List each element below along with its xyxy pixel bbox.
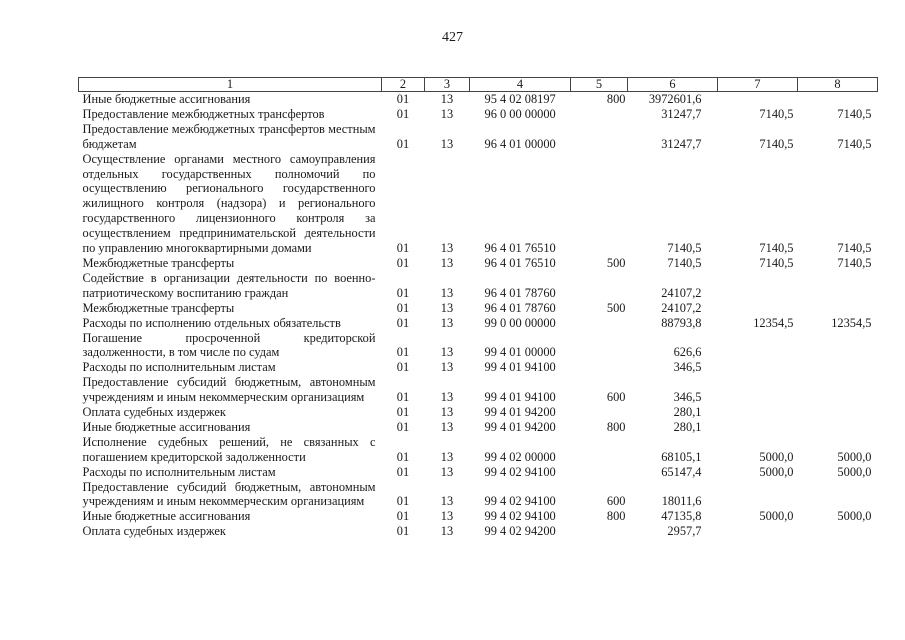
row-name: Межбюджетные трансферты	[82, 300, 235, 315]
amount-col-8	[798, 405, 878, 420]
expense-type-code	[571, 271, 628, 301]
amount-col-7: 5000,0	[759, 509, 794, 524]
amount-col-7	[718, 301, 798, 316]
subsection-code: 13	[440, 405, 454, 420]
amount-col-8	[798, 360, 878, 375]
page-number: 427	[442, 30, 463, 45]
amount-col-6: 7140,5	[667, 241, 702, 256]
row-name: Оплата судебных издержек	[82, 405, 226, 420]
row-name: Расходы по исполнительным листам	[82, 360, 276, 375]
table-row	[79, 301, 878, 316]
amount-col-8	[798, 271, 878, 301]
expense-type-code	[571, 360, 628, 375]
amount-col-8: 5000,0	[837, 449, 872, 464]
subsection-code: 13	[440, 136, 454, 151]
expense-type-code: 800	[606, 419, 626, 434]
row-name: Расходы по исполнению отдельных обязательств	[82, 315, 341, 330]
subsection-code: 13	[440, 419, 454, 434]
table-row	[79, 316, 878, 331]
row-name: Предоставление субсидий бюджетным, автономным учреждениям и иным некоммерческим организациям	[82, 375, 376, 405]
target-article-code: 99 4 01 94100	[484, 360, 556, 375]
table-row	[79, 331, 878, 361]
row-name: Осуществление органами местного самоуправления отдельных государственных полномочий по осуществлению регионального государственного жилищного контроля (надзора) и регионального государственного лицензионного контроля за осуществлением предпринимательской деятельности по управлению многоквартирными домами	[82, 151, 376, 256]
expense-type-code: 500	[606, 300, 626, 315]
amount-col-7: 7140,5	[759, 106, 794, 121]
table-row	[79, 405, 878, 420]
expense-type-code: 800	[606, 92, 626, 106]
row-name: Погашение просроченной кредиторской задолженности, в том числе по судам	[82, 330, 376, 360]
amount-col-7: 7140,5	[759, 136, 794, 151]
amount-col-7	[718, 405, 798, 420]
row-name: Иные бюджетные ассигнования	[82, 419, 251, 434]
section-code: 01	[396, 360, 410, 375]
section-code: 01	[396, 136, 410, 151]
section-code: 01	[396, 524, 410, 539]
amount-col-8: 7140,5	[837, 255, 872, 270]
table-row	[79, 360, 878, 375]
amount-col-7	[718, 92, 798, 107]
expense-type-code	[571, 122, 628, 152]
target-article-code: 99 0 00 00000	[484, 315, 556, 330]
subsection-code: 13	[440, 345, 454, 360]
expense-type-code: 800	[606, 509, 626, 524]
expense-type-code	[571, 524, 628, 539]
subsection-code: 13	[440, 285, 454, 300]
amount-col-7: 12354,5	[753, 315, 794, 330]
header-col-6: 6	[628, 78, 718, 92]
target-article-code: 99 4 02 94100	[484, 509, 556, 524]
row-name: Содействие в организации деятельности по военно-патриотическому воспитанию граждан	[82, 270, 376, 300]
row-name: Иные бюджетные ассигнования	[82, 509, 251, 524]
row-name: Оплата судебных издержек	[82, 524, 226, 539]
table-row	[79, 509, 878, 524]
table-row	[79, 92, 878, 107]
target-article-code: 96 4 01 00000	[484, 136, 556, 151]
amount-col-6: 3972601,6	[648, 92, 702, 106]
amount-col-8: 7140,5	[837, 106, 872, 121]
section-code: 01	[396, 300, 410, 315]
header-col-1: 1	[79, 78, 382, 92]
amount-col-6: 2957,7	[667, 524, 702, 539]
amount-col-8: 5000,0	[837, 464, 872, 479]
subsection-code: 13	[440, 255, 454, 270]
table-row	[79, 122, 878, 152]
amount-col-7	[718, 331, 798, 361]
header-col-8: 8	[798, 78, 878, 92]
target-article-code: 96 0 00 00000	[484, 106, 556, 121]
amount-col-7	[718, 524, 798, 539]
table-row	[79, 256, 878, 271]
header-col-5: 5	[571, 78, 628, 92]
subsection-code: 13	[440, 360, 454, 375]
header-col-2: 2	[382, 78, 425, 92]
amount-col-7: 5000,0	[759, 464, 794, 479]
amount-col-6: 280,1	[673, 419, 702, 434]
target-article-code: 96 4 01 78760	[484, 300, 556, 315]
expense-type-code	[571, 152, 628, 256]
section-code: 01	[396, 106, 410, 121]
amount-col-8: 7140,5	[837, 136, 872, 151]
amount-col-7	[718, 375, 798, 405]
section-code: 01	[396, 494, 410, 509]
subsection-code: 13	[440, 494, 454, 509]
target-article-code: 99 4 01 00000	[484, 345, 556, 360]
amount-col-6: 18011,6	[661, 494, 702, 509]
amount-col-7	[718, 271, 798, 301]
target-article-code: 96 4 01 76510	[484, 255, 556, 270]
amount-col-7: 5000,0	[759, 449, 794, 464]
amount-col-8: 12354,5	[831, 315, 872, 330]
budget-table	[78, 77, 878, 539]
amount-col-8	[798, 331, 878, 361]
target-article-code: 99 4 01 94200	[484, 419, 556, 434]
amount-col-6: 346,5	[673, 360, 702, 375]
target-article-code: 96 4 01 76510	[484, 241, 556, 256]
row-name: Предоставление межбюджетных трансфертов местным бюджетам	[82, 121, 376, 151]
amount-col-6: 346,5	[673, 390, 702, 405]
amount-col-6: 24107,2	[661, 285, 702, 300]
table-row	[79, 524, 878, 539]
table-row	[79, 480, 878, 510]
amount-col-6: 7140,5	[667, 255, 702, 270]
amount-col-7: 7140,5	[759, 255, 794, 270]
section-code: 01	[396, 390, 410, 405]
expense-type-code	[571, 465, 628, 480]
expense-type-code: 500	[606, 255, 626, 270]
section-code: 01	[396, 405, 410, 420]
amount-col-8	[798, 420, 878, 435]
header-col-4: 4	[470, 78, 571, 92]
row-name: Иные бюджетные ассигнования	[82, 92, 251, 106]
amount-col-8	[798, 301, 878, 316]
expense-type-code	[571, 405, 628, 420]
header-col-7: 7	[718, 78, 798, 92]
amount-col-8	[798, 92, 878, 107]
target-article-code: 96 4 01 78760	[484, 285, 556, 300]
section-code: 01	[396, 419, 410, 434]
amount-col-7	[718, 360, 798, 375]
table-row	[79, 420, 878, 435]
row-name: Исполнение судебных решений, не связанных с погашением кредиторской задолженности	[82, 434, 376, 464]
amount-col-7: 7140,5	[759, 241, 794, 256]
header-col-3: 3	[425, 78, 470, 92]
table-row	[79, 271, 878, 301]
table-header-row	[79, 78, 878, 92]
amount-col-6: 280,1	[673, 405, 702, 420]
amount-col-8: 7140,5	[837, 241, 872, 256]
target-article-code: 99 4 01 94100	[484, 390, 556, 405]
amount-col-8	[798, 375, 878, 405]
amount-col-8: 5000,0	[837, 509, 872, 524]
subsection-code: 13	[440, 106, 454, 121]
section-code: 01	[396, 509, 410, 524]
amount-col-7	[718, 480, 798, 510]
row-name: Предоставление межбюджетных трансфертов	[82, 106, 325, 121]
target-article-code: 99 4 02 94100	[484, 464, 556, 479]
row-name: Расходы по исполнительным листам	[82, 464, 276, 479]
amount-col-6: 626,6	[673, 345, 702, 360]
subsection-code: 13	[440, 300, 454, 315]
table-row	[79, 375, 878, 405]
section-code: 01	[396, 241, 410, 256]
amount-col-8	[798, 480, 878, 510]
table-row	[79, 465, 878, 480]
subsection-code: 13	[440, 464, 454, 479]
section-code: 01	[396, 315, 410, 330]
expense-type-code	[571, 435, 628, 465]
expense-type-code: 600	[606, 390, 626, 405]
amount-col-6: 47135,8	[661, 509, 702, 524]
expense-type-code	[571, 331, 628, 361]
expense-type-code: 600	[606, 494, 626, 509]
amount-col-6: 68105,1	[661, 449, 702, 464]
subsection-code: 13	[440, 509, 454, 524]
target-article-code: 95 4 02 08197	[484, 92, 556, 106]
target-article-code: 99 4 01 94200	[484, 405, 556, 420]
section-code: 01	[396, 449, 410, 464]
expense-type-code	[571, 107, 628, 122]
row-name: Предоставление субсидий бюджетным, автономным учреждениям и иным некоммерческим организациям	[82, 479, 376, 509]
amount-col-8	[798, 524, 878, 539]
amount-col-6: 65147,4	[661, 464, 702, 479]
subsection-code: 13	[440, 524, 454, 539]
expense-type-code	[571, 316, 628, 331]
section-code: 01	[396, 345, 410, 360]
subsection-code: 13	[440, 315, 454, 330]
row-name: Межбюджетные трансферты	[82, 255, 235, 270]
amount-col-6: 31247,7	[661, 136, 702, 151]
target-article-code: 99 4 02 94100	[484, 494, 556, 509]
target-article-code: 99 4 02 00000	[484, 449, 556, 464]
table-row	[79, 435, 878, 465]
amount-col-7	[718, 420, 798, 435]
amount-col-6: 31247,7	[661, 106, 702, 121]
subsection-code: 13	[440, 390, 454, 405]
section-code: 01	[396, 92, 410, 106]
subsection-code: 13	[440, 241, 454, 256]
section-code: 01	[396, 464, 410, 479]
target-article-code: 99 4 02 94200	[484, 524, 556, 539]
table-row	[79, 152, 878, 256]
subsection-code: 13	[440, 449, 454, 464]
section-code: 01	[396, 255, 410, 270]
amount-col-6: 24107,2	[661, 300, 702, 315]
subsection-code: 13	[440, 92, 454, 106]
amount-col-6: 88793,8	[661, 315, 702, 330]
table-row	[79, 107, 878, 122]
section-code: 01	[396, 285, 410, 300]
